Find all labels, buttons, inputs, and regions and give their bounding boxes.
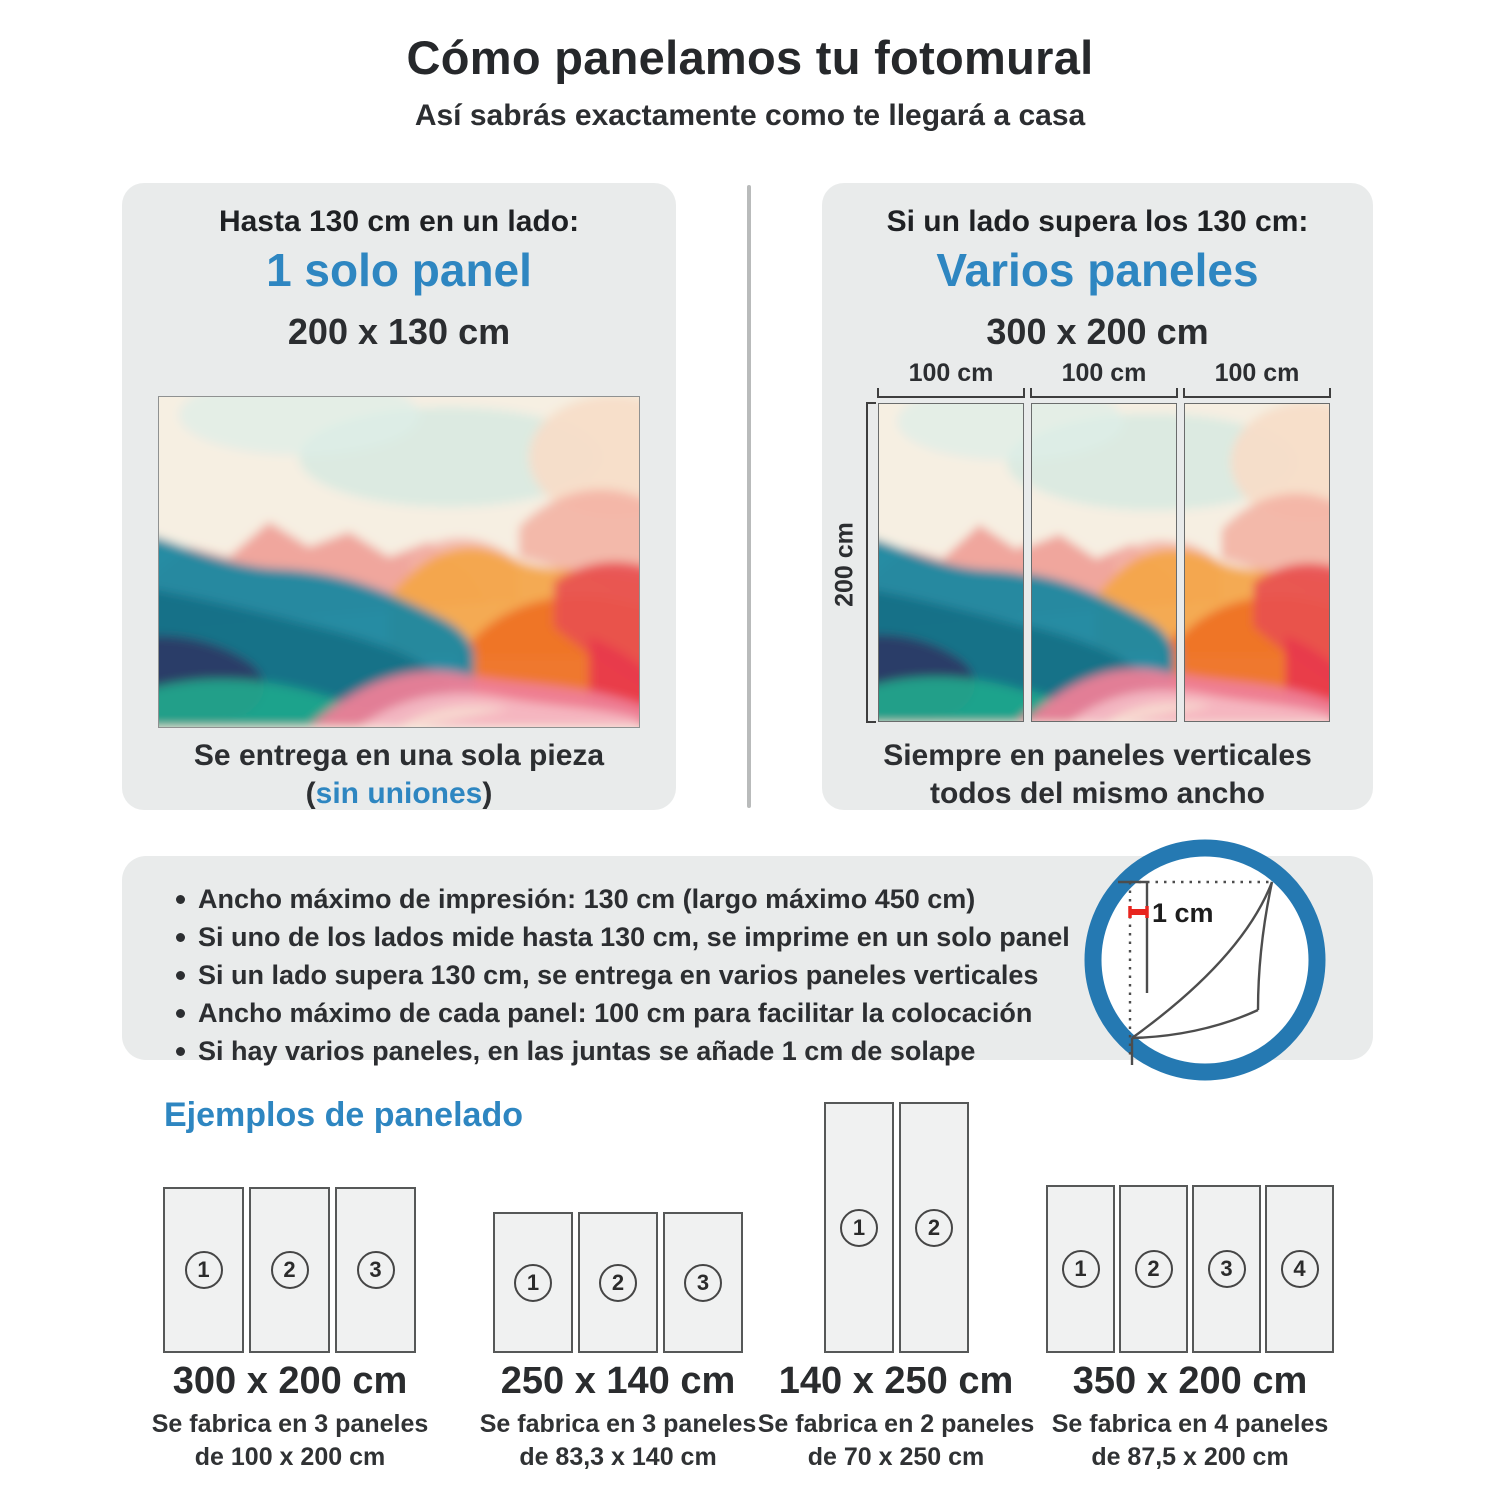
rules-list bbox=[168, 880, 1128, 1070]
example1-size: 300 x 200 cm bbox=[172, 1360, 408, 1402]
example1-panel-2 bbox=[249, 1187, 330, 1353]
example2-size: 250 x 140 cm bbox=[500, 1360, 736, 1402]
multi-panel-condition: Si un lado supera los 130 cm: bbox=[886, 205, 1309, 238]
panel-number: 4 bbox=[1281, 1250, 1319, 1288]
example3-sub-line2: de 70 x 250 cm bbox=[807, 1443, 985, 1471]
panel-number: 1 bbox=[514, 1264, 552, 1302]
example2-panel-2 bbox=[578, 1212, 658, 1353]
mural-panel-2 bbox=[1031, 403, 1177, 722]
panel-number: 3 bbox=[684, 1264, 722, 1302]
panel-number: 3 bbox=[357, 1251, 395, 1289]
width-label-2: 100 cm bbox=[1061, 359, 1147, 387]
example1-panel-3 bbox=[335, 1187, 416, 1353]
rule-item: Ancho máximo de cada panel: 100 cm para facilitar la colocación bbox=[168, 994, 1128, 1032]
panel-number: 1 bbox=[840, 1209, 878, 1247]
panel-number: 1 bbox=[185, 1251, 223, 1289]
panel-number: 2 bbox=[599, 1264, 637, 1302]
multi-panel-footer-line1: Siempre en paneles verticales bbox=[883, 739, 1312, 772]
mural-image-single bbox=[158, 396, 640, 728]
multi-panel-size: 300 x 200 cm bbox=[986, 311, 1209, 352]
multi-panel-card bbox=[822, 183, 1373, 810]
single-panel-size: 200 x 130 cm bbox=[287, 311, 511, 352]
example2-panel-3 bbox=[663, 1212, 743, 1353]
panel-number: 2 bbox=[915, 1209, 953, 1247]
mural-panel-3 bbox=[1184, 403, 1330, 722]
example4-size: 350 x 200 cm bbox=[1072, 1360, 1308, 1402]
paren-open: ( bbox=[305, 777, 316, 810]
single-panel-footer-highlight: sin uniones bbox=[315, 777, 483, 810]
overlap-diagram bbox=[1082, 837, 1328, 1083]
example1-sub-line2: de 100 x 200 cm bbox=[194, 1443, 386, 1471]
rule-item: Si un lado supera 130 cm, se entrega en varios paneles verticales bbox=[168, 956, 1128, 994]
example4-sub bbox=[1020, 1408, 1360, 1474]
width-label-3: 100 cm bbox=[1214, 359, 1300, 387]
example3-size: 140 x 250 cm bbox=[778, 1360, 1014, 1402]
example2-panel-1 bbox=[493, 1212, 573, 1353]
panel-number: 2 bbox=[1135, 1250, 1173, 1288]
panel-number: 3 bbox=[1208, 1250, 1246, 1288]
example2-sub-line2: de 83,3 x 140 cm bbox=[519, 1443, 717, 1471]
examples-heading: Ejemplos de panelado bbox=[164, 1096, 523, 1134]
example1-panel-1 bbox=[163, 1187, 244, 1353]
width-label-1: 100 cm bbox=[908, 359, 994, 387]
page-title: Cómo panelamos tu fotomural bbox=[406, 31, 1094, 84]
panel-number: 2 bbox=[271, 1251, 309, 1289]
example4-sub-line2: de 87,5 x 200 cm bbox=[1091, 1443, 1289, 1471]
example2-sub-line1: Se fabrica en 3 paneles bbox=[479, 1410, 757, 1438]
page-curl-icon bbox=[1082, 837, 1328, 1083]
multi-panel-highlight: Varios paneles bbox=[936, 244, 1259, 296]
example3-sub bbox=[726, 1408, 1066, 1474]
rule-item: Si uno de los lados mide hasta 130 cm, se imprime en un solo panel bbox=[168, 918, 1128, 956]
example3-panel-2 bbox=[899, 1102, 969, 1353]
page-subtitle: Así sabrás exactamente como te llegará a casa bbox=[414, 99, 1086, 132]
example4-panel-3 bbox=[1192, 1185, 1261, 1353]
single-panel-condition: Hasta 130 cm en un lado: bbox=[218, 205, 580, 238]
single-panel-footer-line2 bbox=[122, 777, 676, 811]
rule-item: Si hay varios paneles, en las juntas se añade 1 cm de solape bbox=[168, 1032, 1128, 1070]
cards-divider bbox=[747, 185, 751, 808]
example1-sub bbox=[120, 1408, 460, 1474]
example4-panel-4 bbox=[1265, 1185, 1334, 1353]
mural-panel-1 bbox=[878, 403, 1024, 722]
example4-panel-2 bbox=[1119, 1185, 1188, 1353]
example4-sub-line1: Se fabrica en 4 paneles bbox=[1051, 1410, 1329, 1438]
single-panel-card bbox=[122, 183, 676, 810]
overlap-label: 1 cm bbox=[1152, 898, 1214, 928]
paren-close: ) bbox=[482, 777, 493, 810]
multi-panel-footer-line2: todos del mismo ancho bbox=[929, 777, 1266, 810]
rule-item: Ancho máximo de impresión: 130 cm (largo máximo 450 cm) bbox=[168, 880, 1128, 918]
single-panel-footer-line1: Se entrega en una sola pieza bbox=[193, 739, 605, 772]
example4-panel-1 bbox=[1046, 1185, 1115, 1353]
example3-panel-1 bbox=[824, 1102, 894, 1353]
single-panel-highlight: 1 solo panel bbox=[266, 244, 532, 296]
example1-sub-line1: Se fabrica en 3 paneles bbox=[151, 1410, 429, 1438]
height-label: 200 cm bbox=[830, 522, 859, 607]
example3-sub-line1: Se fabrica en 2 paneles bbox=[757, 1410, 1035, 1438]
panel-number: 1 bbox=[1062, 1250, 1100, 1288]
